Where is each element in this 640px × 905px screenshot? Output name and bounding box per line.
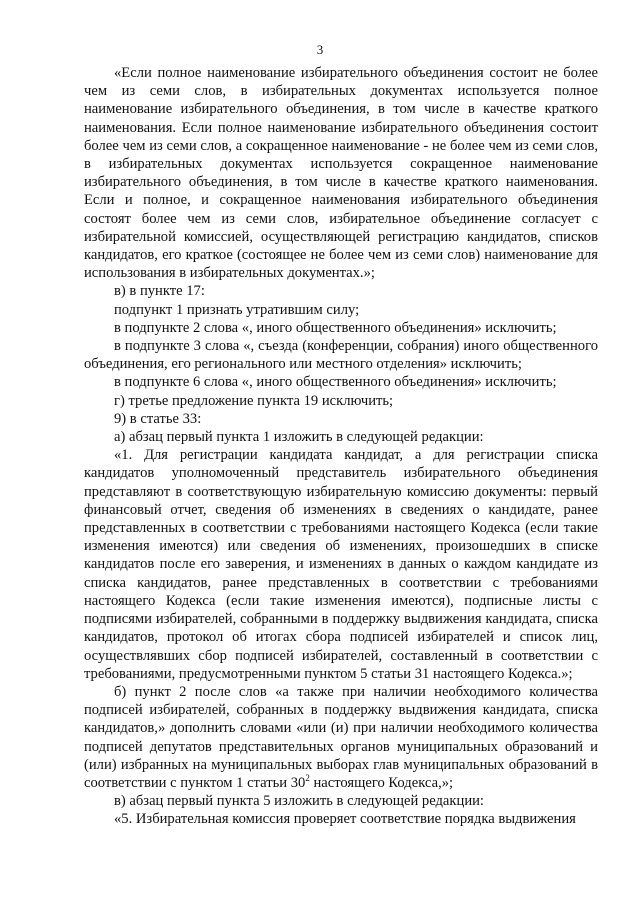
document-body: [84, 64, 598, 829]
paragraph: в подпункте 3 слова «, съезда (конференции, собрания) иного общественного объединения, его регионального или местного отделения» исключить;: [84, 338, 598, 373]
paragraph: «1. Для регистрации кандидата кандидат, а для регистрации списка кандидатов уполномоченный представитель избирательного объединения представляют в соответствующую избирательную комиссию документы: первый финансовый отчет, сведения об изменениях в сведениях о кандидате, ранее представленных в соответствии с требованиями настоящего Кодекса (если такие изменения имеются) или сведения об изменениях, произошедших в списке кандидатов после его заверения, и изменениях в данных о каждом кандидате из списка кандидатов, ранее представленных в соответствии с требованиями настоящего Кодекса (если такие изменения имеются), подписные листы с подписями избирателей, собранными в поддержку выдвижения кандидата, списка кандидатов, протокол об итогах сбора подписей избирателей и список лиц, осуществлявших сбор подписей избирателей, составленный в соответствии с требованиями, предусмотренными пунктом 5 статьи 31 настоящего Кодекса.»;: [84, 447, 598, 682]
paragraph: 9) в статье 33:: [114, 410, 202, 427]
paragraph: «5. Избирательная комиссия проверяет соответствие порядка выдвижения: [114, 811, 576, 828]
paragraph-b-tail: настоящего Кодекса,»;: [309, 774, 454, 791]
paragraph: г) третье предложение пункта 19 исключить;: [114, 392, 394, 409]
paragraph: в) абзац первый пункта 5 изложить в следующей редакции:: [114, 793, 484, 810]
article-superscript: 2: [305, 773, 310, 784]
paragraph: «Если полное наименование избирательного объединения состоит не более чем из семи слов, в избирательных документах используется полное наименование избирательного объединения, в том числе в качестве краткого наименования. Если полное наименование избирательного объединения состоит более чем из семи слов, а сокращенное наименование - не более чем из семи слов, в избирательных документах используется сокращенное наименование избирательного объединения, в том числе в качестве краткого наименования. Если и полное, и сокращенное наименования избирательного объединения состоят более чем из семи слов, избирательное объединение согласует с избирательной комиссией, осуществляющей регистрацию кандидатов, списков кандидатов, его краткое (состоящее не более чем из семи слов) наименование для использования в избирательных документах.»;: [84, 65, 598, 282]
page-number: 3: [316, 42, 324, 57]
paragraph: в) в пункте 17:: [114, 283, 205, 300]
paragraph: а) абзац первый пункта 1 изложить в следующей редакции:: [114, 429, 484, 446]
paragraph: подпункт 1 признать утратившим силу;: [114, 301, 360, 318]
paragraph-b-text: б) пункт 2 после слов «а также при наличии необходимого количества подписей избирателей, собранных в поддержку выдвижения кандидата, списка кандидатов,» дополнить словами «или (и) при наличии необходимого количества подписей депутатов представительных органов муниципальных образований и (или) избранных на муниципальных выборах глав муниципальных образований в соответствии с пунктом 1 статьи 30: [84, 683, 598, 791]
paragraph-b: [84, 683, 598, 792]
paragraph: в подпункте 6 слова «, иного общественного объединения» исключить;: [114, 374, 557, 391]
paragraph: в подпункте 2 слова «, иного общественного объединения» исключить;: [114, 319, 557, 336]
